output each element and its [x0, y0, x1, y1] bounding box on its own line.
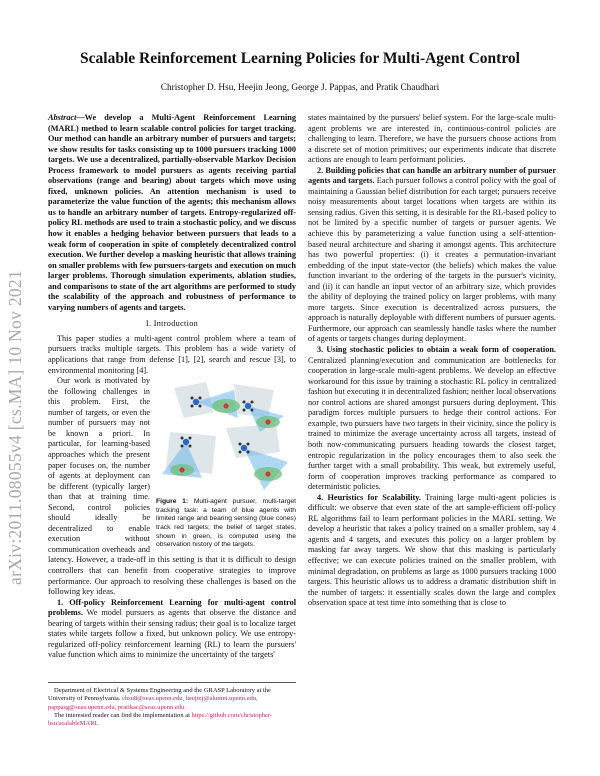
- footnotes: [48, 676, 296, 728]
- right-column: [308, 113, 556, 609]
- contribution-3-text: Centralized planning/execution and communication are bottlenecks for cooperation in large-scale multi-agent problems. We develop an effective workaround for this issue by training a stochastic RL policy in centralized fashion but executing it in decentralized fashion; neither local observations nor control actions are shared amongst pursuers during deployment. This paradigm forces multiple pursuers to hedge their control actions. For example, two pursuers have two targets in their vicinity, since the policy is trained to minimize the average uncertainty across all targets, instead of both now-communicating pursuers heading towards the closest target, entropic regularization in the policy encourages them to also seek the further target with a small probability. This weak, but extremely useful, form of cooperation improves tracking performance as compared to deterministic policies.: [308, 355, 556, 492]
- contribution-2: [308, 166, 556, 345]
- contribution-1: [48, 598, 296, 661]
- abstract: [48, 113, 296, 313]
- footnote-implementation: [48, 712, 296, 729]
- left-column: [48, 113, 296, 661]
- intro-paragraph-2-rest: without communication overheads and latency. However, a trade-off in this setting is that it is difficult to design controllers that can benefit from cooperative strategies to improve performance. Our approach to resolving these challenges is based on the following key ideas.: [48, 534, 296, 597]
- figure-1-caption-label: Figure 1:: [156, 498, 189, 506]
- footnote-implementation-text: The interested reader can find the implementation at: [54, 711, 192, 719]
- paper-authors: Christopher D. Hsu, Heejin Jeong, George J. Pappas, and Pratik Chaudhari: [160, 83, 440, 93]
- target-2: [265, 420, 270, 425]
- footnote-emails[interactable]: chsu8@seas.upenn.edu, heejinj@alumni.upenn.edu, pappasg@seas.upenn.edu, pratikac@seas.upenn.edu.: [48, 695, 258, 711]
- figure-1: [156, 378, 296, 550]
- contribution-3-lead: 3. Using stochastic policies to obtain a weak form of cooperation.: [317, 345, 556, 355]
- target-4: [265, 472, 270, 477]
- intro-paragraph-2-wrapped: Our work is motivated by the following challenges in this problem. First, the number of targets, or even the number of pursuers may not be known a priori. In particular, for learning-based approaches which the present paper focuses on, the number of agents at deployment can be different (typically larger) than that at training time. Second, control policies should ideally be decentralized to enable execution: [48, 376, 150, 544]
- figure-1-caption-text: Multi-agent pursuer, multi-target tracking task: a team of blue agents with limited range and bearing sensing (blue cones) track red targets; the belief of target states, shown in green, is computed using the observation history of the targets.: [156, 498, 296, 549]
- paper-title: Scalable Reinforcement Learning Policies for Multi-Agent Control: [80, 50, 520, 67]
- arxiv-identifier: arXiv:2011.08055v4 [cs.MA] 10 Nov 2021: [5, 269, 25, 585]
- abstract-text: —We develop a Multi-Agent Reinforcement Learning (MARL) method to learn scalable control policies for target tracking. Our method can handle an arbitrary number of pursuers and targets; we show results for tasks consisting up to 1000 pursuers tracking 1000 targets. We use a decentralized, partially-observable Markov Decision Process framework to model pursuers as agents receiving partial observations (range and bearing) about targets which move using fixed, unknown policies. An attention mechanism is used to parameterize the value function of the agents; this mechanism allows us to handle an arbitrary number of targets. Entropy-regularized off-policy RL methods are used to train a stochastic policy, and we discuss how it enables a hedging behavior between pursuers that leads to a weak form of cooperation in spite of completely decentralized control execution. We further develop a masking heuristic that allows training on smaller problems with few pursuers-targets and execution on much larger problems. Thorough simulation experiments, ablation studies, and comparisons to state of the art algorithms are performed to study the scalability of the approach and robustness of performance to varying numbers of agents and targets.: [48, 113, 296, 312]
- footnote-area: [48, 682, 296, 728]
- abstract-label: Abstract: [48, 113, 77, 122]
- section-heading-introduction: I. Introduction: [145, 319, 199, 329]
- contribution-4-lead: 4. Heuristics for Scalability.: [317, 492, 421, 502]
- contribution-2-text: Each pursuer follows a control policy with the goal of maintaining a Gaussian belief distribution for each target; pursuers receive noisy measurements about target locations when targets are within its sensing radius. Given this setting, it is desirable for the RL-based policy to not be limited by a specific number of targets or pursuer agents. We achieve this by parameterizing a value function using a self-attention-based neural architecture and sharing it amongst agents. This architecture has two powerful properties: (i) it creates a permutation-invariant embedding of the input state-vector (the beliefs) which makes the value function invariant to the ordering of the targets in the pursuer's vicinity, and (ii) it can handle an input vector of an arbitrary size, which provides the ability of deploying the trained policy on larger problems, with many more targets. Since execution is decentralized across pursuers, the approach is naturally deployable with different numbers of pursuer agents. Furthermore, our approach can seamlessly handle tasks where the number of agents or targets changes during deployment.: [308, 176, 556, 344]
- footnote-affiliation-text: Department of Electrical & Systems Engineering and the GRASP Laboratory at the University of Pennsylvania.: [48, 687, 271, 703]
- contribution-3: [308, 345, 556, 493]
- figure-1-caption: [156, 498, 296, 550]
- intro-paragraph-1: This paper studies a multi-agent control problem where a team of pursuers tracks multiple targets. This problem has a wide variety of applications that range from defense [1], [2], search and rescue [3], to environmental monitoring [4].: [48, 333, 296, 375]
- target-3: [179, 468, 184, 473]
- contribution-1-lead: 1. Off-policy Reinforcement Learning for multi-agent control problems.: [48, 597, 296, 618]
- contribution-4: [308, 493, 556, 609]
- contribution-2-lead: 2. Building policies that can handle an arbitrary number of pursuer agents and targets.: [308, 165, 556, 186]
- footnote-affiliation: [48, 687, 296, 712]
- contribution-1-text: We model pursuers as agents that observe the distance and bearing of targets within their sensing radius; their goal is to localize target states while targets follow a fixed, but unknown policy. We use entropy-regularized off-policy reinforcement learning (RL) to learn the pursuers' value function which aims to minimize the uncertainty of the targets': [48, 608, 296, 660]
- right-paragraph-continued: states maintained by the pursuers' belief system. For the large-scale multi-agent problems we are interested in, continuous-control policies are challenging to learn. Therefore, we have the pursuers choose actions from a discrete set of motion primitives; our experiments indicate that discrete actions are enough to learn performant policies.: [308, 113, 556, 165]
- target-1: [223, 404, 228, 409]
- github-link[interactable]: https://github.com/christopher-hsu/scalableMARL: [48, 711, 273, 728]
- figure-1-image: [156, 378, 296, 496]
- contribution-4-text: Training large multi-agent policies is difficult: we observe that even state of the art sample-efficient off-policy RL algorithms fail to learn performant policies in the MARL setting. We develop a heuristic that takes a policy trained on a smaller problem, say 4 agents and 4 targets, and executes this policy on a larger problem by masking far away targets. We show that this masking is particularly effective; we can execute policies trained on the smaller problem, with minimal degradation, on problems as large as 1000 pursuers tracking 1000 targets. This heuristic allows us to address a dramatic distribution shift in the number of targets: it essentially scales down the large and complex observation space at test time into something that is close to: [308, 492, 556, 608]
